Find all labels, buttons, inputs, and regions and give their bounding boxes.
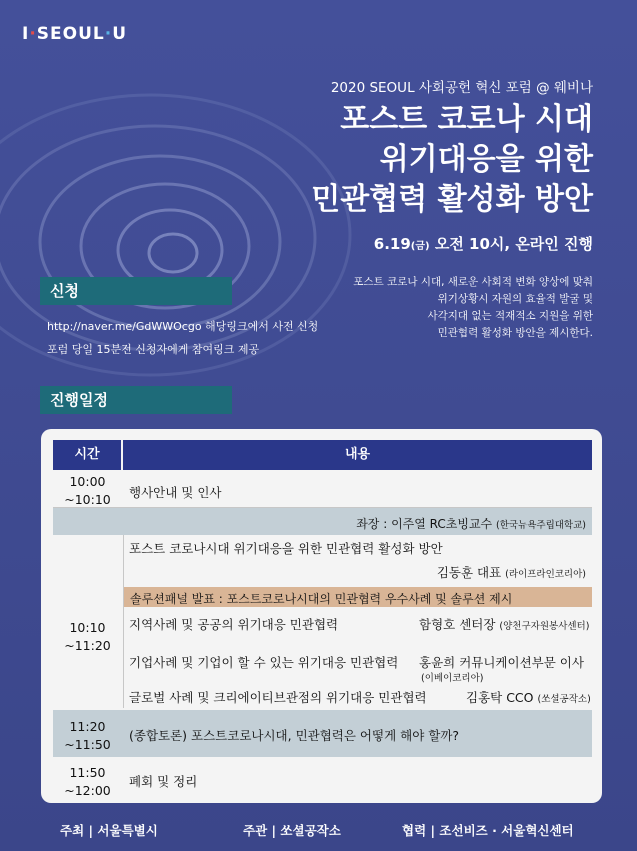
event-weekday: (금) [410, 241, 430, 252]
time-end: ~11:20 [64, 638, 111, 653]
time-end: ~10:10 [64, 492, 111, 507]
footer-host: 주최 | 서울특별시 [60, 823, 158, 838]
speaker-name: 김동훈 대표 [436, 565, 502, 580]
speaker-org: (쏘셜공작소) [537, 694, 591, 705]
event-date: 6.19 [373, 235, 411, 253]
description-line: 사각지대 없는 적재적소 지원을 위한 [427, 310, 593, 322]
chair-name: 좌장 : 이주열 RC초빙교수 [356, 517, 493, 531]
time-end: ~11:50 [64, 737, 111, 752]
chair-row [53, 508, 592, 535]
main-title-line-3: 민관협력 활성화 방안 [311, 182, 593, 217]
schedule-heading: 진행일정 [40, 386, 232, 414]
apply-note: 포럼 당일 15분전 신청자에게 참여링크 제공 [47, 343, 260, 356]
closing-title: 폐회 및 정리 [129, 774, 198, 789]
column-header-content: 내용 [123, 440, 592, 470]
speaker-org: (라이프라인코리아) [505, 569, 586, 580]
keynote-speaker [437, 563, 586, 581]
talk-2-speaker: 홍윤희 커뮤니케이션부문 이사 [419, 655, 584, 670]
column-header-time: 시간 [53, 440, 121, 470]
time-start: 10:10 [69, 620, 106, 635]
event-description [353, 274, 593, 342]
discussion-title: (종합토론) 포스트코로나시대, 민관협력은 어떻게 해야 할까? [129, 728, 460, 743]
row-time [53, 718, 122, 754]
main-title-line-2: 위기대응을 위한 [379, 142, 593, 177]
talk-1-speaker [419, 615, 589, 633]
speaker-name: 김홍탁 CCO [466, 690, 534, 705]
column-divider [123, 535, 124, 708]
time-start: 11:20 [69, 719, 106, 734]
main-title [311, 100, 593, 220]
panel-title: 솔루션패널 발표 : 포스트코로나시대의 민관협력 우수사례 및 솔루션 제시 [130, 592, 513, 606]
talk-1-title: 지역사례 및 공공의 위기대응 민관협력 [129, 617, 339, 632]
event-time: 오전 10시, 온라인 진행 [429, 235, 593, 253]
chair-org: (한국뉴욕주립대학교) [495, 520, 586, 531]
time-start: 10:00 [69, 474, 106, 489]
time-start: 11:50 [69, 765, 106, 780]
description-line: 포스트 코로나 시대, 새로운 사회적 변화 양상에 맞춰 [353, 276, 593, 288]
main-title-line-1: 포스트 코로나 시대 [340, 102, 593, 137]
seoul-logo: I·SEOUL·U [22, 24, 128, 44]
keynote-title: 포스트 코로나시대 위기대응을 위한 민관협력 활성화 방안 [129, 541, 443, 556]
speaker-name: 함형호 센터장 [419, 617, 496, 632]
apply-link[interactable]: http://naver.me/GdWWOcgo 해당링크에서 사전 신청 [47, 320, 319, 333]
row-time [53, 619, 122, 655]
description-line: 민관협력 활성화 방안을 제시한다. [437, 327, 593, 339]
row-time [53, 473, 122, 509]
forum-title: 2020 SEOUL 사회공헌 혁신 포럼 @ 웨비나 [330, 80, 593, 96]
row-opening: 행사안내 및 인사 [129, 485, 222, 500]
panel-row [124, 587, 592, 607]
time-end: ~12:00 [64, 783, 111, 798]
schedule-table [41, 429, 602, 803]
talk-2-title: 기업사례 및 기업이 할 수 있는 위기대응 민관협력 [129, 655, 399, 670]
apply-heading: 신청 [40, 277, 232, 305]
speaker-org: (양천구자원봉사센터) [499, 621, 590, 632]
description-line: 위기상황시 자원의 효율적 발굴 및 [437, 293, 593, 305]
row-time [53, 764, 122, 800]
event-datetime [374, 233, 593, 254]
footer-partner: 협력 | 조선비즈 · 서울혁신센터 [402, 823, 574, 838]
talk-2-org: (이베이코리아) [421, 673, 484, 684]
talk-3-speaker [466, 688, 591, 706]
footer-organizer: 주관 | 쏘셜공작소 [243, 823, 341, 838]
talk-3-title: 글로벌 사례 및 크리에이티브관점의 위기대응 민관협력 [129, 690, 427, 705]
